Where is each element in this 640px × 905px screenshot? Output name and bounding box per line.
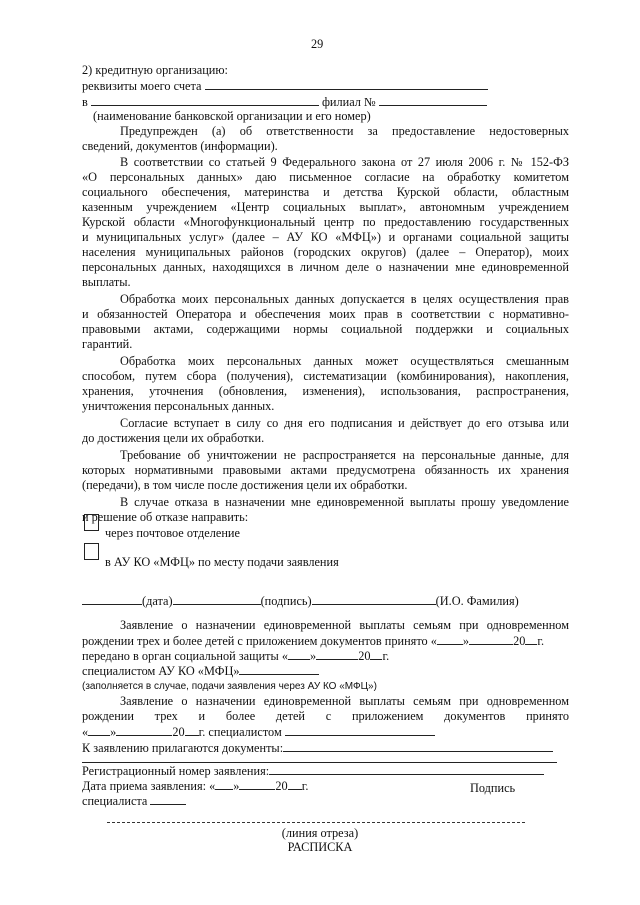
- specialist-sign-label: Подпись: [470, 781, 516, 795]
- cut-line-caption: (линия отреза): [281, 826, 359, 840]
- page-number: 29: [311, 37, 324, 51]
- branch-input[interactable]: [379, 94, 487, 106]
- p6-line-1: Требование об уничтожении не распространяется на персональные данные, для: [120, 448, 569, 462]
- p2-line-2: «О персональных данных» даю письменное согласие на обработку комитетом: [82, 170, 569, 184]
- specialist-label: специалиста: [82, 794, 148, 808]
- bank-name-input[interactable]: [91, 94, 319, 106]
- account-line: [82, 78, 488, 94]
- block1-month-input[interactable]: [469, 633, 513, 645]
- block1-specialist-input[interactable]: [239, 663, 319, 675]
- p3-line-4: гарантий.: [82, 337, 133, 351]
- reg-number-line: [82, 763, 544, 779]
- block1-specialist-label: специалистом АУ КО «МФЦ»: [82, 664, 240, 678]
- date-caption: (дата): [142, 594, 173, 608]
- block1-transfer-month-input[interactable]: [316, 648, 358, 660]
- p2-line-8: персональных данных, находящихся в личном деле о назначении мне единовременной: [82, 260, 569, 274]
- block1-line-3: [82, 648, 389, 664]
- post-option-label: через почтовое отделение: [105, 526, 240, 540]
- reg-number-label: Регистрационный номер заявления:: [82, 764, 270, 778]
- accept-date-line: [82, 778, 308, 794]
- accept-date-label: Дата приема заявления: «: [82, 779, 216, 793]
- block1-line-3-text: передано в орган социальной защиты «: [82, 649, 289, 663]
- block2-specialist-input[interactable]: [285, 724, 435, 736]
- block1-line-2: [82, 633, 544, 649]
- attached-docs-extra-line[interactable]: [82, 751, 557, 763]
- p3-line-2: и обязанностей Оператора и обеспечения моих прав в соответствии с нормативно-: [82, 307, 569, 321]
- block1-day-input[interactable]: [437, 633, 463, 645]
- block2-line-2: рождении трех и более детей с приложением документов принято: [82, 709, 569, 723]
- p2-line-1: В соответствии со статьей 9 Федерального закона от 27 июля 2006 г. № 152-ФЗ: [120, 155, 569, 169]
- p3-line-1: Обработка моих персональных данных допускается в целях осуществления прав: [120, 292, 569, 306]
- block2-day-input[interactable]: [88, 724, 110, 736]
- p1-line-1: Предупрежден (а) об ответственности за предоставление недостоверных: [120, 124, 569, 138]
- cut-line: [107, 822, 525, 823]
- accept-quote-close: »: [233, 779, 240, 793]
- block1-year-input[interactable]: [525, 633, 537, 645]
- p7-line-2: и решение об отказе направить:: [82, 510, 249, 524]
- sign-input[interactable]: [173, 593, 261, 605]
- p2-line-4: казенным учреждением «Центр социальных выплат», автономным учреждением: [82, 200, 569, 214]
- block1-transfer-year-prefix: 20: [358, 649, 371, 663]
- block2-line-1: Заявление о назначении единовременной выплаты семьям при одновременном: [120, 694, 569, 708]
- p5-line-1: Согласие вступает в силу со дня его подписания и действует до его отзыва или: [120, 416, 569, 430]
- block2-quote-close: »: [110, 725, 117, 739]
- attached-docs-label: К заявлению прилагаются документы:: [82, 741, 284, 755]
- accept-month-input[interactable]: [239, 778, 275, 790]
- p2-line-9: выплаты.: [82, 275, 131, 289]
- block1-line-4: [82, 663, 319, 679]
- block2-year-prefix: 20: [172, 725, 185, 739]
- block1-transfer-year-input[interactable]: [370, 648, 382, 660]
- block2-year-input[interactable]: [185, 724, 199, 736]
- specialist-input[interactable]: [150, 793, 186, 805]
- branch-label: филиал №: [321, 95, 376, 109]
- date-input[interactable]: [82, 593, 142, 605]
- p4-line-4: уничтожения персональных данных.: [82, 399, 275, 413]
- block1-line-1: Заявление о назначении единовременной выплаты семьям при одновременном: [120, 618, 569, 632]
- p6-line-3: (передачи), в том числе после достижения цели их обработки.: [82, 478, 408, 492]
- p2-line-3: социального обеспечения, материнства и детства Курской области, областным: [82, 185, 569, 199]
- p2-line-5: Курской области «Многофункциональный центр по предоставлению государственных: [82, 215, 569, 229]
- bank-in-label: в: [82, 95, 88, 109]
- p4-line-3: хранения, уточнения (обновления, изменения), использования, распространения,: [82, 384, 569, 398]
- bank-note: (наименование банковской организации и его номер): [93, 109, 371, 123]
- reg-number-input[interactable]: [269, 763, 544, 775]
- block2-specialist-label: г. специалистом: [198, 725, 282, 739]
- block1-year-suffix: г.: [537, 634, 545, 648]
- bank-name-line: [82, 94, 487, 110]
- block1-line-2-text: рождении трех и более детей с приложением документов принято «: [82, 634, 437, 648]
- block2-line-3: [82, 724, 435, 740]
- sign-caption: (подпись): [260, 594, 312, 608]
- p6-line-2: которых нормативными правовыми актами предусмотрена обязанность их хранения: [82, 463, 569, 477]
- accept-year-prefix: 20: [275, 779, 288, 793]
- accept-year-input[interactable]: [288, 778, 302, 790]
- block1-quote-close: »: [462, 634, 470, 648]
- name-input[interactable]: [312, 593, 436, 605]
- p1-line-2: сведений, документов (информации).: [82, 139, 278, 153]
- block1-transfer-quote-close: »: [310, 649, 317, 663]
- p3-line-3: правовыми актами, содержащими нормы социальной поддержки и социальных: [82, 322, 569, 336]
- accept-year-suffix: г.: [301, 779, 309, 793]
- block1-year-prefix: 20: [513, 634, 526, 648]
- bank-heading: 2) кредитную организацию:: [82, 63, 228, 77]
- p2-line-6: и муниципальных услуг» (далее – АУ КО «МФЦ») и органами социальной защиты: [82, 230, 569, 244]
- p2-line-7: населения муниципальных районов (городских округов) (далее – Оператор), моих: [82, 245, 569, 259]
- block1-transfer-day-input[interactable]: [288, 648, 310, 660]
- mfc-option-label: в АУ КО «МФЦ» по месту подачи заявления: [105, 555, 339, 569]
- p7-line-1: В случае отказа в назначении мне единовременной выплаты прошу уведомление: [120, 495, 569, 509]
- block2-month-input[interactable]: [116, 724, 172, 736]
- p4-line-1: Обработка моих персональных данных может осуществляться смешанным: [120, 354, 569, 368]
- account-label: реквизиты моего счета: [82, 79, 202, 93]
- post-checkbox[interactable]: [84, 514, 99, 531]
- p5-line-2: до достижения цели их обработки.: [82, 431, 265, 445]
- name-caption: (И.О. Фамилия): [435, 594, 519, 608]
- accept-day-input[interactable]: [215, 778, 233, 790]
- block2-quote-open: «: [82, 725, 89, 739]
- specialist-line: [82, 793, 186, 809]
- signature-row: [82, 593, 519, 609]
- block1-note: (заполняется в случае, подачи заявления через АУ КО «МФЦ»): [82, 681, 377, 692]
- block1-transfer-year-suffix: г.: [382, 649, 390, 663]
- account-input[interactable]: [205, 78, 488, 90]
- receipt-title: РАСПИСКА: [287, 840, 353, 854]
- mfc-checkbox[interactable]: [84, 543, 99, 560]
- p4-line-2: способом, путем сбора (получения), систематизации (комбинирования), накопления,: [82, 369, 569, 383]
